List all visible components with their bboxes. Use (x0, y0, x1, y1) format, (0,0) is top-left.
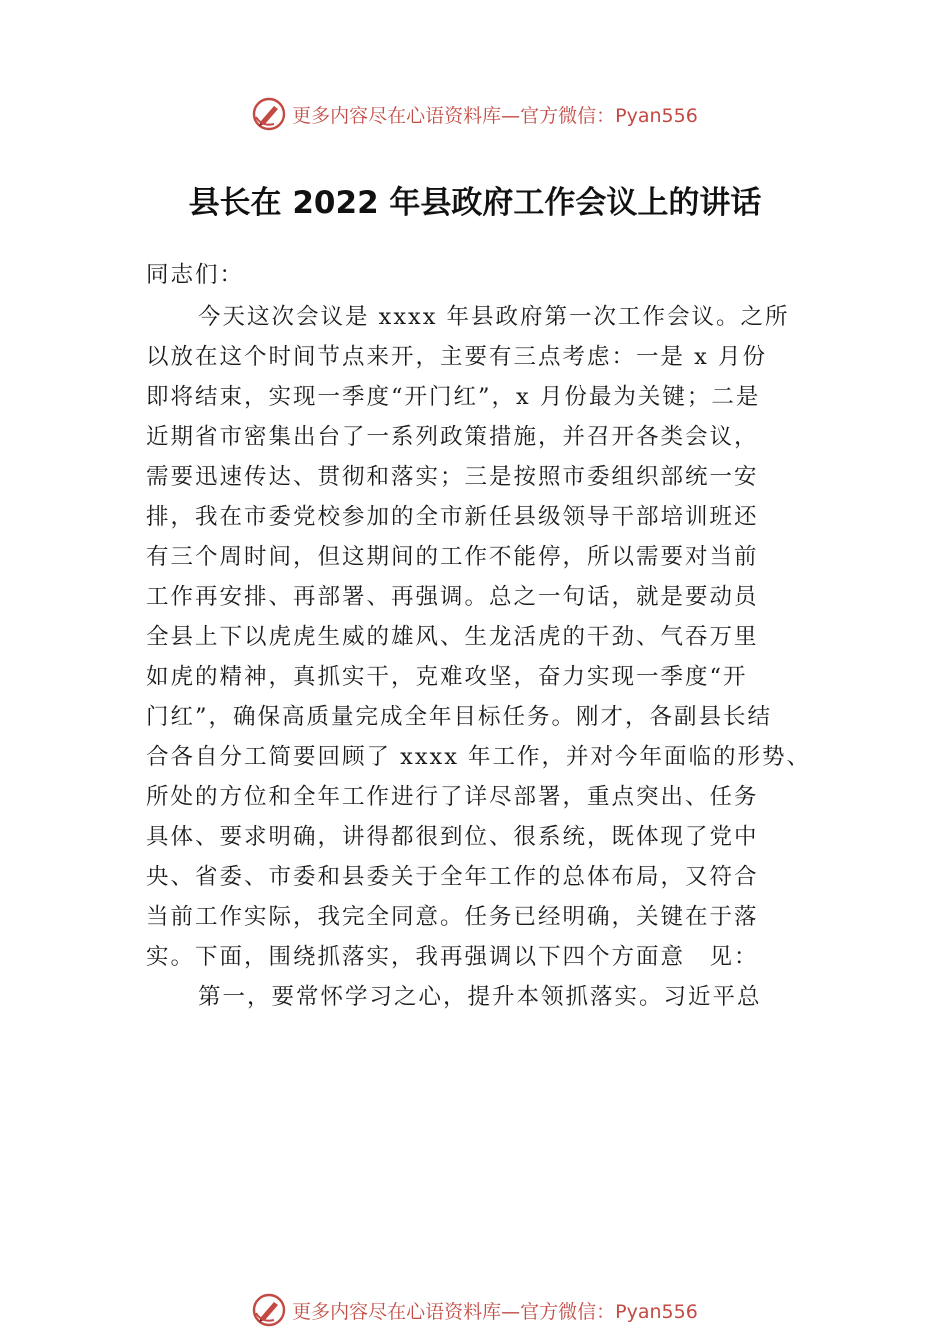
text-line: 工作再安排、再部署、再强调。总之一句话，就是要动员 (146, 584, 759, 610)
salutation: 同志们： (146, 262, 245, 288)
text-line: 央、省委、市委和县委关于全年工作的总体布局，又符合 (146, 864, 759, 890)
document-title: 县长在 2022 年县政府工作会议上的讲话 (188, 185, 762, 221)
paragraph-2 (146, 977, 806, 1017)
text-line: 如虎的精神，真抓实干，克难攻坚，奋力实现一季度“开 (146, 664, 748, 690)
text-line: 以放在这个时间节点来开，主要有三点考虑：一是 x 月份 (146, 344, 767, 370)
paragraph-1 (146, 297, 812, 977)
text-line: 门红”，确保高质量完成全年目标任务。刚才，各副县长结 (146, 704, 773, 730)
text-line: 排，我在市委党校参加的全市新任县级领导干部培训班还 (146, 504, 759, 530)
text-line: 具体、要求明确，讲得都很到位、很系统，既体现了党中 (146, 824, 759, 850)
text-line: 当前工作实际，我完全同意。任务已经明确，关键在于落 (146, 904, 759, 930)
header-banner (0, 94, 950, 134)
pen-logo-icon (252, 1293, 286, 1327)
header-banner-text (292, 101, 698, 128)
footer-banner (0, 1290, 950, 1330)
header-banner-main: 更多内容尽在心语资料库 (292, 104, 502, 127)
text-line: 即将结束，实现一季度“开门红”，x 月份最为关键；二是 (146, 384, 761, 410)
footer-banner-wechat: —官方微信：Pyan556 (501, 1300, 698, 1323)
text-line: 合各自分工简要回顾了 xxxx 年工作，并对今年面临的形势、 (146, 744, 812, 770)
text-line: 需要迅速传达、贯彻和落实；三是按照市委组织部统一安 (146, 464, 759, 490)
footer-banner-main: 更多内容尽在心语资料库 (292, 1300, 502, 1323)
text-line: 第一，要常怀学习之心，提升本领抓落实。习近平总 (198, 984, 762, 1010)
text-line: 有三个周时间，但这期间的工作不能停，所以需要对当前 (146, 544, 759, 570)
footer-banner-text (292, 1297, 698, 1324)
pen-logo-icon (252, 97, 286, 131)
header-banner-wechat: —官方微信：Pyan556 (501, 104, 698, 127)
text-line: 实。下面，围绕抓落实，我再强调以下四个方面意 见： (146, 944, 759, 970)
text-line: 近期省市密集出台了一系列政策措施，并召开各类会议， (146, 424, 759, 450)
text-line: 全县上下以虎虎生威的雄风、生龙活虎的干劲、气吞万里 (146, 624, 759, 650)
text-line: 所处的方位和全年工作进行了详尽部署，重点突出、任务 (146, 784, 759, 810)
text-line: 今天这次会议是 xxxx 年县政府第一次工作会议。之所 (198, 304, 790, 330)
